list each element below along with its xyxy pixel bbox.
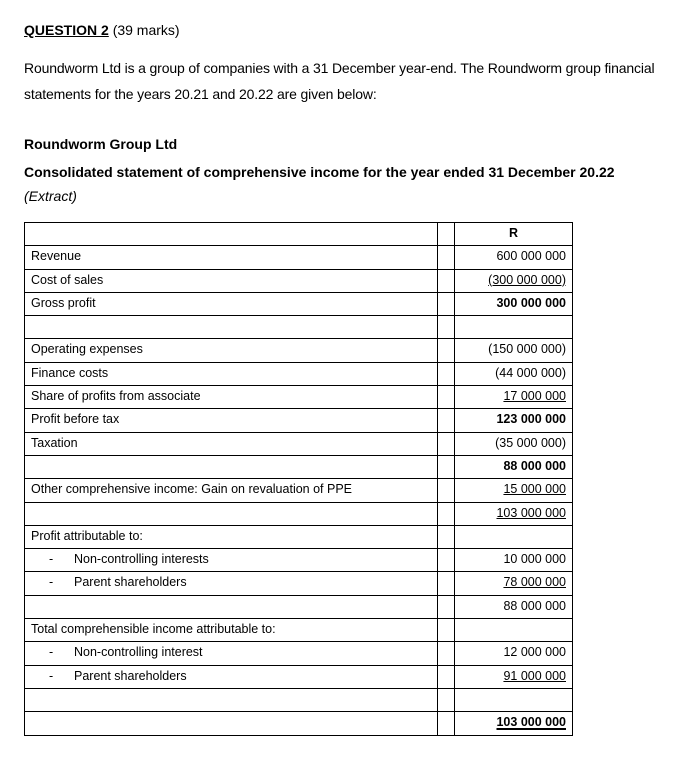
amount-cell [455,386,573,409]
row-label: Non-controlling interest [74,645,203,660]
table-row [25,339,573,362]
table-row [25,619,573,642]
row-label: Other comprehensive income: Gain on revaluation of PPE [31,482,353,497]
row-label-cell [25,502,438,525]
amount-value: (300 000 000) [488,272,566,287]
row-label-cell [25,572,438,595]
table-row [25,269,573,292]
dash-bullet-icon: - [49,575,54,590]
statement-title: Consolidated statement of comprehensive income for the year ended 31 December 20.22 [24,164,615,180]
spacer-cell [438,362,455,385]
table-row [25,525,573,548]
amount-value: 103 000 000 [496,715,566,730]
table-row [25,642,573,665]
amount-value: 600 000 000 [496,249,566,264]
amount-cell [455,665,573,688]
table-row [25,409,573,432]
spacer-cell [438,386,455,409]
amount-value: 91 000 000 [503,668,566,683]
row-label-cell [25,316,438,339]
row-label: Total comprehensible income attributable to: [31,622,276,637]
row-label-cell [25,386,438,409]
row-label: Parent shareholders [74,668,187,683]
row-label: Finance costs [31,365,109,380]
spacer-cell [438,572,455,595]
amount-cell [455,339,573,362]
amount-cell [455,595,573,618]
spacer-cell [438,642,455,665]
amount-value: 300 000 000 [496,295,566,310]
table-header-row [25,223,573,246]
table-row [25,479,573,502]
spacer-cell [438,432,455,455]
spacer-cell [438,316,455,339]
row-label-cell [25,665,438,688]
question-heading [24,21,180,39]
amount-cell [455,502,573,525]
spacer-cell [438,223,455,246]
spacer-cell [438,665,455,688]
bulleted-label [31,666,187,686]
statement-subtitle: (Extract) [24,188,77,204]
spacer-cell [438,339,455,362]
row-label: Profit before tax [31,412,120,427]
row-label-cell [25,595,438,618]
dash-bullet-icon: - [49,668,54,683]
row-label-cell [25,269,438,292]
row-label: Non-controlling interests [74,552,209,567]
bulleted-label [31,572,187,592]
row-label: Revenue [31,249,82,264]
amount-cell [455,619,573,642]
dash-bullet-icon: - [49,645,54,660]
spacer-cell [438,712,455,735]
spacer-cell [438,479,455,502]
row-label: Taxation [31,435,78,450]
amount-cell [455,409,573,432]
amount-value: 17 000 000 [503,389,566,404]
row-label-cell [25,292,438,315]
spacer-cell [438,619,455,642]
currency-header: R [455,223,573,246]
amount-value: 10 000 000 [503,552,566,567]
table-row [25,432,573,455]
intro-paragraph [24,55,698,107]
row-label-cell [25,549,438,572]
row-label: Gross profit [31,295,96,310]
company-name: Roundworm Group Ltd [24,136,178,152]
bulleted-label [31,642,203,662]
table-row [25,386,573,409]
table-row [25,362,573,385]
spacer-cell [438,688,455,711]
intro-line-2: statements for the years 20.21 and 20.22 are given below: [24,86,377,102]
row-label-cell [25,409,438,432]
amount-cell [455,292,573,315]
table-row [25,595,573,618]
row-label-cell [25,455,438,478]
table-row [25,316,573,339]
amount-cell [455,479,573,502]
question-number: QUESTION 2 [24,22,109,38]
amount-value: 88 000 000 [503,598,566,613]
table-row [25,572,573,595]
amount-value: 78 000 000 [503,575,566,590]
income-statement-table [24,222,573,736]
amount-value: (150 000 000) [488,342,566,357]
amount-value: 12 000 000 [503,645,566,660]
row-label-cell [25,339,438,362]
spacer-cell [438,502,455,525]
row-label: Parent shareholders [74,575,187,590]
label-header-cell [25,223,438,246]
row-label-cell [25,642,438,665]
spacer-cell [438,595,455,618]
amount-value: (44 000 000) [495,365,566,380]
amount-cell [455,316,573,339]
amount-cell [455,362,573,385]
row-label-cell [25,362,438,385]
amount-value: 15 000 000 [503,482,566,497]
table-row [25,712,573,735]
row-label-cell [25,432,438,455]
row-label: Share of profits from associate [31,389,201,404]
amount-cell [455,712,573,735]
spacer-cell [438,246,455,269]
row-label-cell [25,688,438,711]
amount-cell [455,642,573,665]
table-row [25,549,573,572]
row-label: Cost of sales [31,272,104,287]
amount-value: 103 000 000 [496,505,566,520]
spacer-cell [438,549,455,572]
spacer-cell [438,409,455,432]
row-label: Profit attributable to: [31,528,143,543]
amount-cell [455,572,573,595]
spacer-cell [438,292,455,315]
amount-cell [455,688,573,711]
spacer-cell [438,269,455,292]
amount-cell [455,432,573,455]
spacer-cell [438,525,455,548]
amount-cell [455,269,573,292]
bulleted-label [31,549,209,569]
amount-value: (35 000 000) [495,435,566,450]
table-row [25,688,573,711]
intro-line-1: Roundworm Ltd is a group of companies with a 31 December year-end. The Roundworm group financial [24,60,655,76]
row-label-cell [25,619,438,642]
amount-cell [455,246,573,269]
dash-bullet-icon: - [49,552,54,567]
table-row [25,292,573,315]
table-row [25,246,573,269]
amount-cell [455,549,573,572]
amount-value: 123 000 000 [496,412,566,427]
amount-value: 88 000 000 [503,458,566,473]
row-label-cell [25,479,438,502]
table-row [25,502,573,525]
question-marks: (39 marks) [112,22,180,38]
table-row [25,665,573,688]
spacer-cell [438,455,455,478]
amount-cell [455,455,573,478]
row-label-cell [25,525,438,548]
amount-cell [455,525,573,548]
row-label: Operating expenses [31,342,143,357]
row-label-cell [25,712,438,735]
row-label-cell [25,246,438,269]
table-row [25,455,573,478]
